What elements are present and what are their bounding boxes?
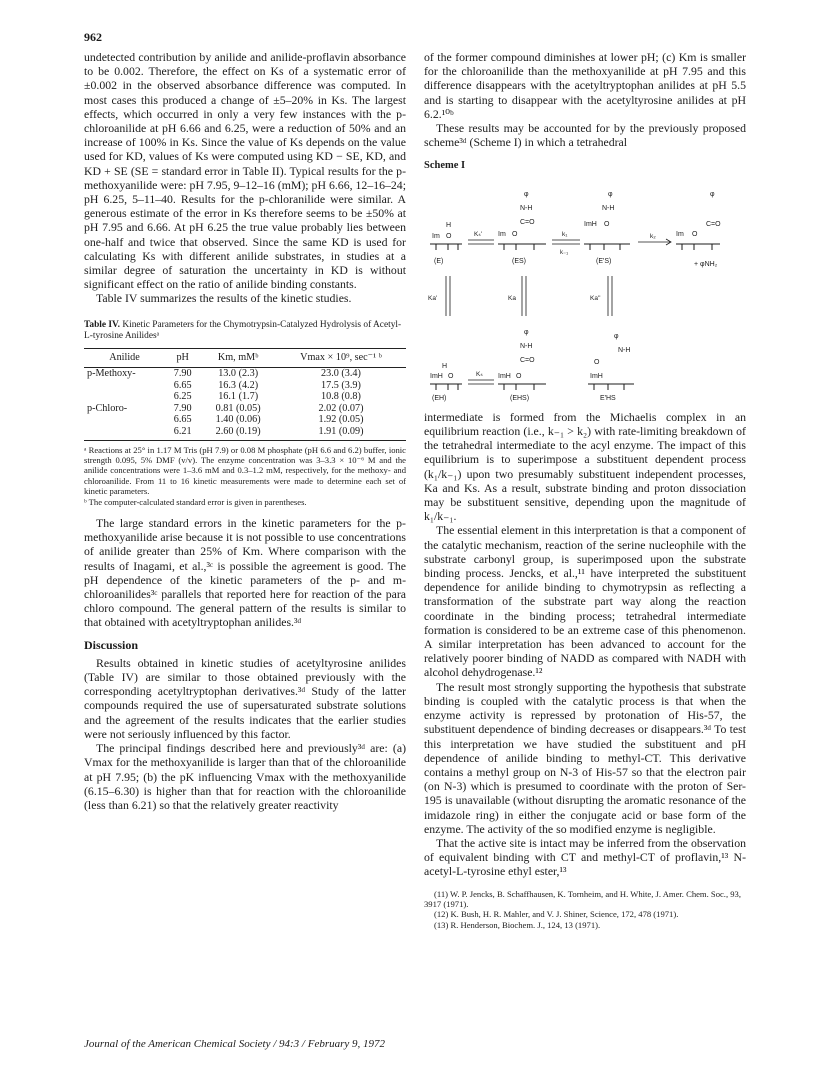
body-paragraph: intermediate is formed from the Michaelis complex in an equilibrium reaction (i.e., k₋₁ > k₂) with rate-limiting breakdown of the tetrahedral intermediate to the acyl enzyme. The impact of this equilibrium is to superimpose a substituent dependent process (k₁/k₋₁) upon two presumably substituent independent processes, Ka and Ks. As a result, substrate binding and proton dissociation may be substituent sensitive, depending upon the magnitude of k₁/k₋₁. [424, 409, 746, 524]
table-cell: 7.90 [173, 368, 192, 380]
references [424, 889, 746, 931]
svg-text:φ: φ [608, 190, 613, 198]
svg-text:φ: φ [710, 190, 715, 198]
equilibrium-arrow-ks-prime [468, 231, 494, 244]
svg-text:Im: Im [676, 230, 684, 238]
svg-text:φ: φ [524, 328, 529, 336]
table-cell [84, 380, 165, 392]
svg-text:Kₛ': Kₛ' [474, 230, 483, 238]
body-paragraph: That the active site is intact may be inferred from the observation of equivalent binding with CT and methyl-CT of proflavin,¹³ N-acetyl-L-tyrosine ethyl ester,¹³ [424, 835, 746, 879]
reference-item: (11) W. P. Jencks, B. Schaffhausen, K. Tornheim, and H. White, J. Amer. Chem. Soc., 93, 3917 (1971). [424, 888, 741, 909]
svg-text:ImH: ImH [430, 372, 443, 380]
label-e: (E) [434, 257, 444, 265]
table-cell [84, 426, 165, 438]
svg-text:C=O: C=O [520, 218, 535, 226]
body-paragraph: Results obtained in kinetic studies of acetyltyrosine anilides (Table IV) are similar to those obtained previously with the corresponding acetyltryptophan derivatives.³ᵈ Study of the latter compounds required the use of supersaturated substrate solutions and the agreement of the results indicates that the earlier studies were not seriously influenced by this factor. [84, 655, 406, 741]
svg-text:H: H [446, 221, 452, 229]
svg-text:O: O [446, 232, 452, 240]
table-row [84, 391, 406, 403]
svg-text:N-H: N-H [618, 346, 631, 354]
enzyme-eh-structure [430, 363, 462, 402]
right-column [424, 50, 746, 930]
svg-text:O: O [604, 220, 610, 228]
svg-text:O: O [692, 230, 698, 238]
table-footnote: ᵇ The computer-calculated standard error is given in parentheses. [84, 496, 307, 507]
enzyme-e-prime-hs-structure [588, 333, 634, 402]
vertical-arrow-ka-prime [428, 276, 450, 316]
table-row [84, 426, 406, 438]
table-cell: 16.3 (4.2) [218, 379, 259, 391]
vertical-arrow-ka-double-prime [590, 276, 612, 316]
enzyme-e-structure [430, 222, 462, 265]
svg-text:k₁: k₁ [562, 230, 568, 238]
table-cell: 23.0 (3.4) [321, 368, 361, 380]
equilibrium-arrow-ks [468, 371, 494, 384]
reaction-scheme-diagram [424, 178, 746, 403]
table-cell: 1.40 (0.06) [215, 414, 261, 426]
svg-text:Ka'': Ka'' [590, 294, 601, 302]
svg-text:C=O: C=O [520, 356, 535, 364]
table-row [84, 403, 406, 415]
enzyme-ehs-structure [498, 329, 546, 402]
table-row [84, 414, 406, 426]
reference-item: (13) R. Henderson, Biochem. J., 124, 13 (1971). [434, 919, 601, 930]
table-cell: 2.02 (0.07) [318, 402, 364, 414]
svg-text:ImH: ImH [590, 372, 603, 380]
table-cell: 2.60 (0.19) [215, 426, 261, 438]
body-paragraph: The essential element in this interpretation is that a component of the catalytic mechanism, reaction of the serine nucleophile with the substrate carbonyl group, is superimposed upon the substrate binding process. Jencks, et al.,¹¹ have interpreted the substituent dependence for anilide binding to chymotrypsin as reflecting a transformation of the substrate part way along the reaction coordinate in the binding process; tetrahedral intermediate formation is considered to be an extreme case of this phenomenon. A similar interpretation has been advanced to account for the relatively poorer binding of NADD as compared with NADH with alcohol dehydrogenase.¹² [424, 523, 746, 680]
svg-text:Im: Im [432, 232, 440, 240]
table-cell: p-Chloro- [87, 402, 128, 414]
label-ehs: (EHS) [510, 394, 530, 402]
table-label: Table IV. [84, 319, 120, 330]
table-caption [84, 320, 406, 343]
body-paragraph: The result most strongly supporting the hypothesis that substrate binding is coupled with the catalytic process is that when the enzyme activity is repressed by protonation of His-57, the substituent dependence of binding decreases or disappears.³ᵈ To test this interpretation we have studied the substituent and pH dependence of anilide binding to methyl-CT. This derivative contains a methyl group on N-3 of His-57 so that the electron pair (on N-3) which is presumed to coordinate with the proton of Ser-195 is unavailable (without disrupting the aromatic resonance of the imidazole ring) in either the conjugate acid or base form of the enzyme. The activity of the so modified enzyme is negligible. [424, 679, 746, 836]
vertical-arrow-ka [508, 276, 526, 316]
table-cell: p-Methoxy- [87, 368, 136, 380]
body-paragraph: The principal findings described here and previously³ᵈ are: (a) Vmax for the methoxyanilide is larger than that of the chloroanilide at pH 7.95; (b) the pK influencing Vmax with the methoxyanilide (6.15–6.30) is higher than that for reaction with the chloroanilide (less than 6.21) so that the relatively greater reactivity [84, 741, 406, 812]
scheme-title: Scheme I [424, 160, 466, 172]
column-header: Vmax × 10⁹, sec⁻¹ ᵇ [276, 348, 406, 367]
label-e-prime-s: (E'S) [596, 257, 612, 265]
svg-text:O: O [448, 372, 454, 380]
table-cell: 7.90 [173, 402, 192, 414]
kinetic-parameters-table [84, 348, 406, 438]
acyl-enzyme-structure [676, 191, 721, 268]
svg-text:ImH: ImH [498, 372, 511, 380]
rate-arrow-k2 [638, 233, 671, 245]
table-cell: 16.1 (1.7) [218, 391, 259, 403]
body-paragraph: The large standard errors in the kinetic parameters for the p-methoxyanilide arise because it is not possible to use concentrations of anilide greater than 25% of Km. Where comparison with the results of Inagami, et al.,³ᶜ is possible the agreement is good. The pH dependence of the kinetic parameters of the p- and m-chloroanilides³ᶜ parallels that reported here for reaction of the para chloro compound. The general pattern of the results is similar to that obtained with acetyltryptophan anilides.³ᵈ [84, 516, 406, 630]
table-cell: 6.65 [173, 379, 192, 391]
table-footnote: ᵃ Reactions at 25° in 1.17 M Tris (pH 7.9) or 0.08 M phosphate (pH 6.6 and 6.2) buffer, ionic strength 0.095, 5% DMF (v/v). The enzyme concentration was 3–3.3 × 10⁻⁶ M and the anilide concentrations were 1–3.6 mM and 0.3–1.2 mM, respectively, for the methoxy- and chloroanilide. From 11 to 16 kinetic measurements were made to determine each set of kinetic parameters. [84, 444, 406, 497]
svg-text:H: H [442, 362, 448, 370]
table-cell: 1.91 (0.09) [318, 426, 364, 438]
table-cell: 17.5 (3.9) [321, 379, 361, 391]
label-e-prime-hs: E'HS [600, 394, 616, 402]
svg-text:N-H: N-H [602, 204, 615, 212]
column-header: Km, mMᵇ [200, 348, 276, 367]
table-row [84, 368, 406, 380]
table-cell: 13.0 (2.3) [218, 368, 259, 380]
column-header: pH [165, 348, 200, 367]
table-row [84, 380, 406, 392]
label-eh: (EH) [432, 394, 447, 402]
svg-text:Im: Im [498, 230, 506, 238]
svg-text:O: O [594, 358, 600, 366]
table-cell [84, 391, 165, 403]
svg-text:φ: φ [524, 190, 529, 198]
left-column [84, 50, 406, 812]
svg-text:O: O [512, 230, 518, 238]
table-cell: 0.81 (0.05) [215, 402, 261, 414]
svg-text:Kₛ: Kₛ [476, 370, 483, 378]
svg-text:C=O: C=O [706, 220, 721, 228]
table-cell: 6.25 [173, 391, 192, 403]
svg-text:Ka': Ka' [428, 294, 438, 302]
enzyme-es-structure [498, 191, 546, 265]
body-paragraph: These results may be accounted for by the previously proposed scheme³ᵈ (Scheme I) in which a tetrahedral [424, 121, 746, 150]
page-number: 962 [84, 30, 102, 44]
journal-footer: Journal of the American Chemical Society / 94:3 / February 9, 1972 [84, 1038, 386, 1050]
table-rule [84, 438, 406, 441]
body-paragraph: of the former compound diminishes at lower pH; (c) Km is smaller for the chloroanilide than the methoxyanilide at pH 7.95 and this difference disappears with the acetyltryptophan anilides at pH 5.5 and is starting to disappear with the acetyltyrosine anilides at pH 6.2.¹⁰ᵇ [424, 50, 746, 121]
table-cell: 10.8 (0.8) [321, 391, 361, 403]
table-title: Kinetic Parameters for the Chymotrypsin-Catalyzed Hydrolysis of Acetyl-L-tyrosine Anilidesᵃ [84, 319, 402, 342]
svg-text:k₂: k₂ [650, 232, 656, 240]
rate-arrow-k1 [552, 231, 580, 256]
body-paragraph: undetected contribution by anilide and anilide-proflavin absorbance to be 0.002. Therefore, the effect on Ks of a systematic error of ±0.002 in the observed absorbance difference was computed. In most cases this produced a change of ±5–20% in Ks. The largest effects, which occurred in only a very few instances with the p-chloroanilide at pH 6.66 and 6.25, were a reduction of 50% and an increase of 100% in Ks. Since the value of Ks depends on the value used for KD, values of Ks were computed using KD − SE, KD, and KD + SE (SE = standard error in Table II). Typical results for the p-methoxyanilide were: pH 7.95, 9–12–16 (mM); pH 6.66, 12–16–24; pH 6.25, 5–11–40. Results for the p-chloranilide were similar. A generous estimate of the error in Ks therefore seems to be ±50% at pH 7.95 and 6.66. At pH 6.25 the true value probably lies between one-half and twice that observed. Since the same KD is used for calculating Ks with different anilide substrates, in studies at a similar degree of saturation the uncertainty in KD is without significant effect on the ratio of anilide binding constants. [84, 50, 406, 292]
section-heading: Discussion [84, 637, 139, 652]
table-cell: 6.21 [173, 426, 192, 438]
svg-text:ImH: ImH [584, 220, 597, 228]
svg-text:N-H: N-H [520, 204, 533, 212]
label-es: (ES) [512, 257, 526, 265]
svg-text:Ka: Ka [508, 294, 516, 302]
reference-item: (12) K. Bush, H. R. Mahler, and V. J. Shiner, Science, 172, 478 (1971). [434, 909, 679, 920]
enzyme-e-prime-s-structure [584, 191, 630, 265]
svg-text:k₋₁: k₋₁ [560, 249, 569, 256]
table-header-row [84, 348, 406, 367]
svg-text:O: O [516, 372, 522, 380]
table-cell: 6.65 [173, 414, 192, 426]
body-paragraph: Table IV summarizes the results of the kinetic studies. [96, 291, 352, 306]
column-header: Anilide [84, 348, 165, 367]
svg-text:φ: φ [614, 332, 619, 340]
table-cell: 1.92 (0.05) [318, 414, 364, 426]
svg-text:N-H: N-H [520, 342, 533, 350]
table-cell [84, 414, 165, 426]
product-aniline: + φNH₂ [694, 260, 718, 268]
